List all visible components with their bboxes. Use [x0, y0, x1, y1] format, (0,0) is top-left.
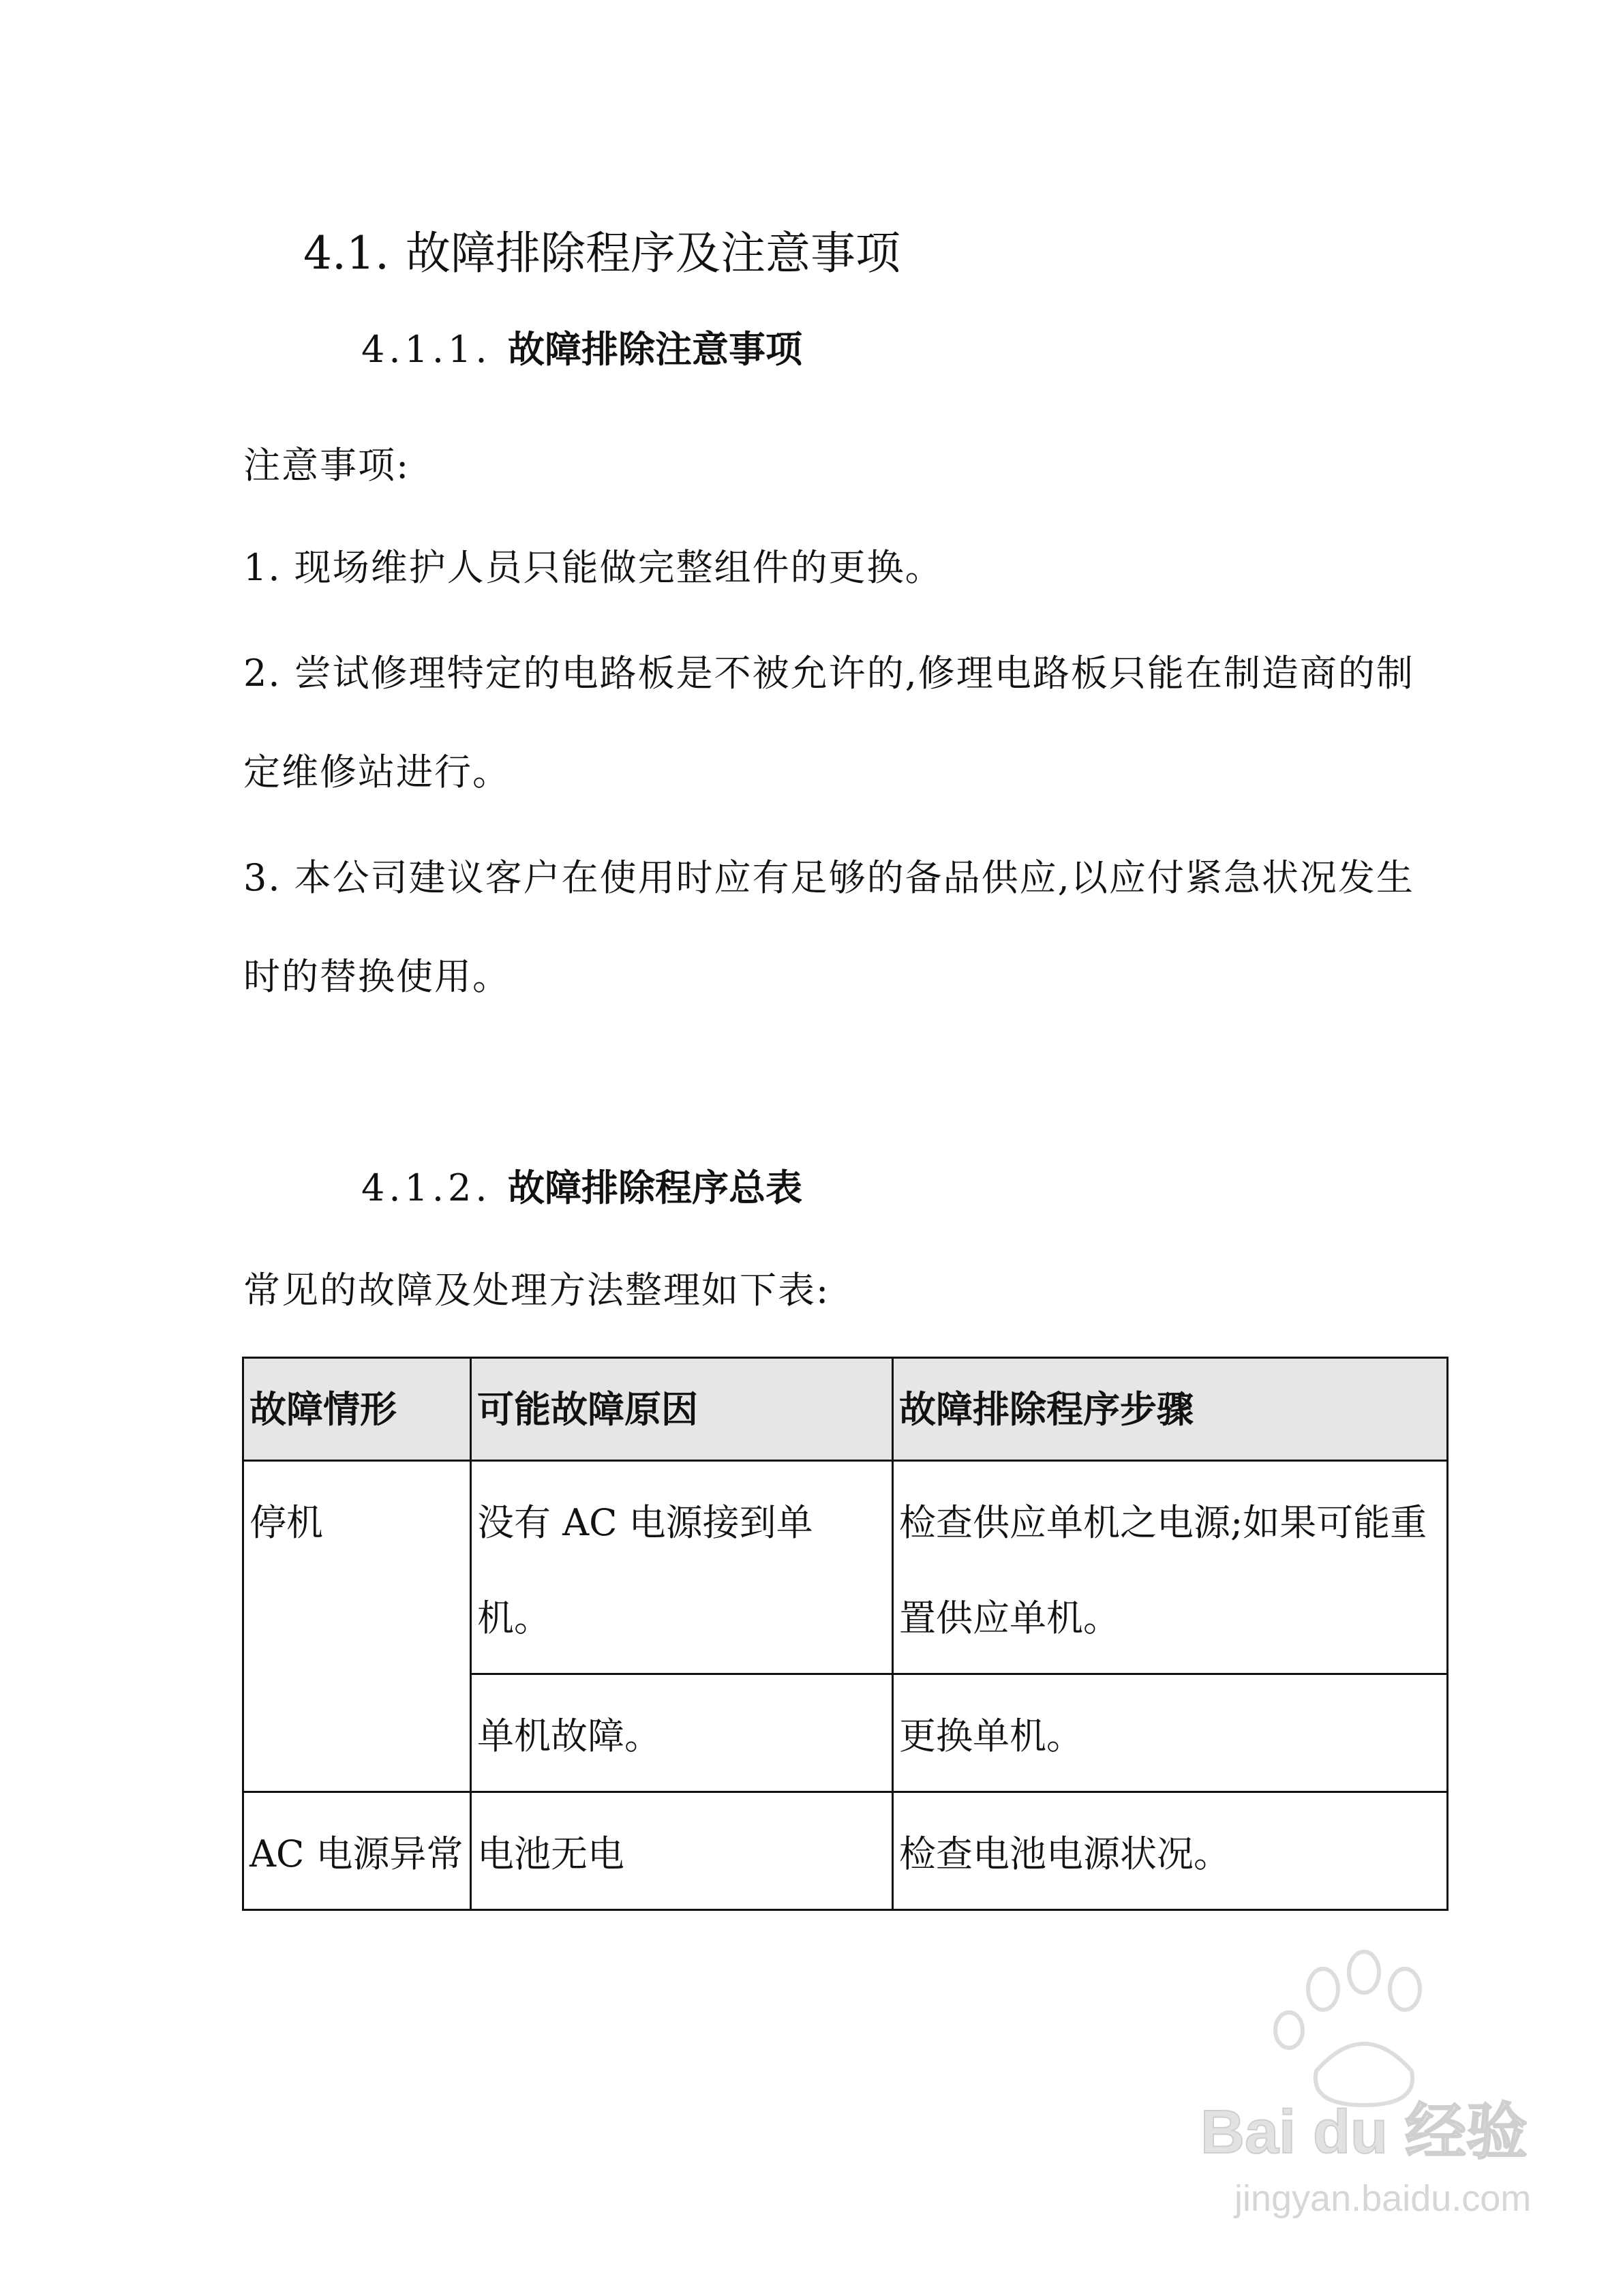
table-intro: 常见的故障及处理方法整理如下表:: [243, 1269, 830, 1312]
cell-situation: AC 电源异常: [243, 1792, 471, 1910]
table-header-row: [243, 1358, 1448, 1461]
watermark-brand: Bai du 经验: [1200, 2098, 1528, 2166]
cell-cause: 没有 AC 电源接到单机。: [471, 1461, 893, 1674]
cell-cause: 单机故障。: [471, 1674, 893, 1792]
subsection-number-1: 4.1.1.: [361, 328, 491, 371]
header-situation: 故障情形: [243, 1358, 471, 1461]
notes-label: 注意事项:: [243, 444, 410, 487]
note-2-line-2: 定维修站进行。: [243, 751, 511, 794]
note-2-line-1: 2. 尝试修理特定的电路板是不被允许的,修理电路板只能在制造商的制: [243, 652, 1414, 695]
section-title: 故障排除程序及注意事项: [406, 227, 900, 280]
table-row: [243, 1461, 1448, 1674]
baidu-jingyan-watermark: [1194, 1942, 1548, 2228]
subsection-heading-2: [361, 1159, 802, 1211]
watermark-url: jingyan.baidu.com: [1234, 2178, 1532, 2219]
header-cause: 可能故障原因: [471, 1358, 893, 1461]
cell-steps-line-1: 检查供应单机之电源;如果可能重: [899, 1501, 1427, 1544]
note-3-line-2: 时的替换使用。: [243, 955, 511, 998]
fault-table: [242, 1357, 1448, 1911]
paw-icon: [1275, 1952, 1420, 2105]
cell-cause: 电池无电: [471, 1792, 893, 1910]
header-steps: 故障排除程序步骤: [893, 1358, 1448, 1461]
subsection-number-2: 4.1.2.: [361, 1166, 491, 1209]
cell-steps: 检查电池电源状况。: [893, 1792, 1448, 1910]
note-3-line-1: 3. 本公司建议客户在使用时应有足够的备品供应,以应付紧急状况发生: [243, 856, 1414, 899]
subsection-title-1: 故障排除注意事项: [508, 327, 802, 371]
section-heading: [303, 217, 900, 282]
cell-situation: 停机: [243, 1461, 471, 1792]
cell-steps: [893, 1461, 1448, 1674]
subsection-heading-1: [361, 320, 802, 373]
table-row: [243, 1792, 1448, 1910]
cell-steps: 更换单机。: [893, 1674, 1448, 1792]
subsection-title-2: 故障排除程序总表: [508, 1166, 802, 1209]
note-1: 1. 现场维护人员只能做完整组件的更换。: [243, 546, 943, 589]
cell-steps-line-2: 置供应单机。: [899, 1597, 1120, 1640]
section-number: 4.1.: [303, 227, 389, 280]
